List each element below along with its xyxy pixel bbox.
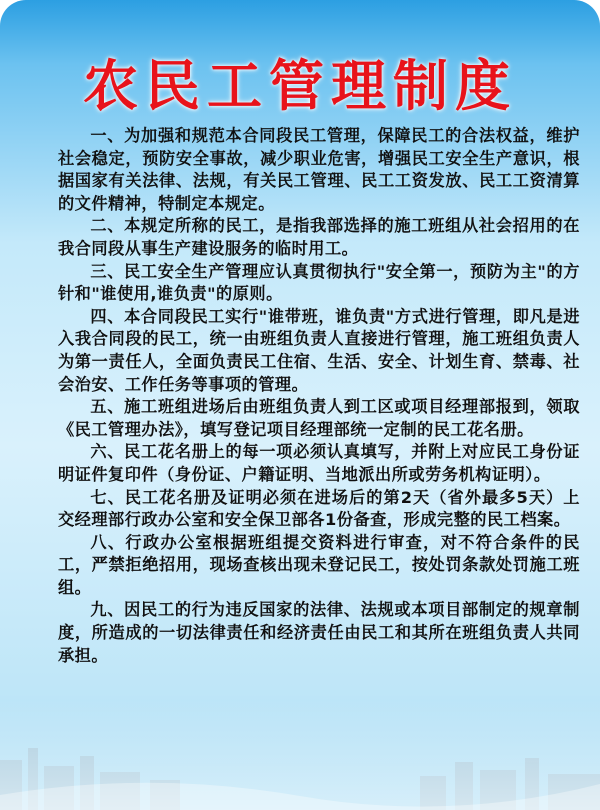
regulation-body	[58, 125, 580, 667]
regulation-paragraph-3: 三、民工安全生产管理应认真贯彻执行"安全第一，预防为主"的方针和"谁使用,谁负责"的原则。	[58, 261, 580, 304]
regulation-paragraph-2: 二、本规定所称的民工，是指我部选择的施工班组从社会招用的在我合同段从事生产建设服务的临时用工。	[58, 216, 580, 258]
page-title: 农民工管理制度	[82, 54, 517, 118]
regulation-paragraph-5: 五、施工班组进场后由班组负责人到工区或项目经理部报到，领取《民工管理办法》，填写登记项目经理部统一定制的民工花名册。	[58, 397, 580, 439]
regulation-paragraph-6: 六、民工花名册上的每一项必须认真填写，并附上对应民工身份证明证件复印件（身份证、户籍证明、当地派出所或劳务机构证明）。	[58, 442, 580, 484]
regulation-paragraph-4: 四、本合同段民工实行"谁带班，谁负责"方式进行管理，即凡是进入我合同段的民工，统一由班组负责人直接进行管理，施工班组负责人为第一责任人，全面负责民工住宿、生活、安全、计划生育、禁毒、社会治安、工作任务等事项的管理。	[58, 306, 580, 394]
construction-skyline-decoration	[0, 700, 600, 810]
regulation-paragraph-1: 一、为加强和规范本合同段民工管理，保障民工的合法权益，维护社会稳定，预防安全事故，减少职业危害，增强民工安全生产意识，根据国家有关法律、法规，有关民工管理、民工工资发放、民工工资清算的文件精神，特制定本规定。	[58, 126, 580, 213]
regulation-paragraph-8: 八、行政办公室根据班组提交资料进行审查，对不符合条件的民工，严禁拒绝招用，现场查核出现未登记民工，按处罚条款处罚施工班组。	[58, 532, 580, 597]
regulation-paragraph-9: 九、因民工的行为违反国家的法律、法规或本项目部制定的规章制度，所造成的一切法律责任和经济责任由民工和其所在班组负责人共同承担。	[58, 600, 580, 665]
regulation-paragraph-7: 七、民工花名册及证明必须在进场后的第2天（省外最多5天）上交经理部行政办公室和安全保卫部各1份备查，形成完整的民工档案。	[58, 487, 580, 530]
